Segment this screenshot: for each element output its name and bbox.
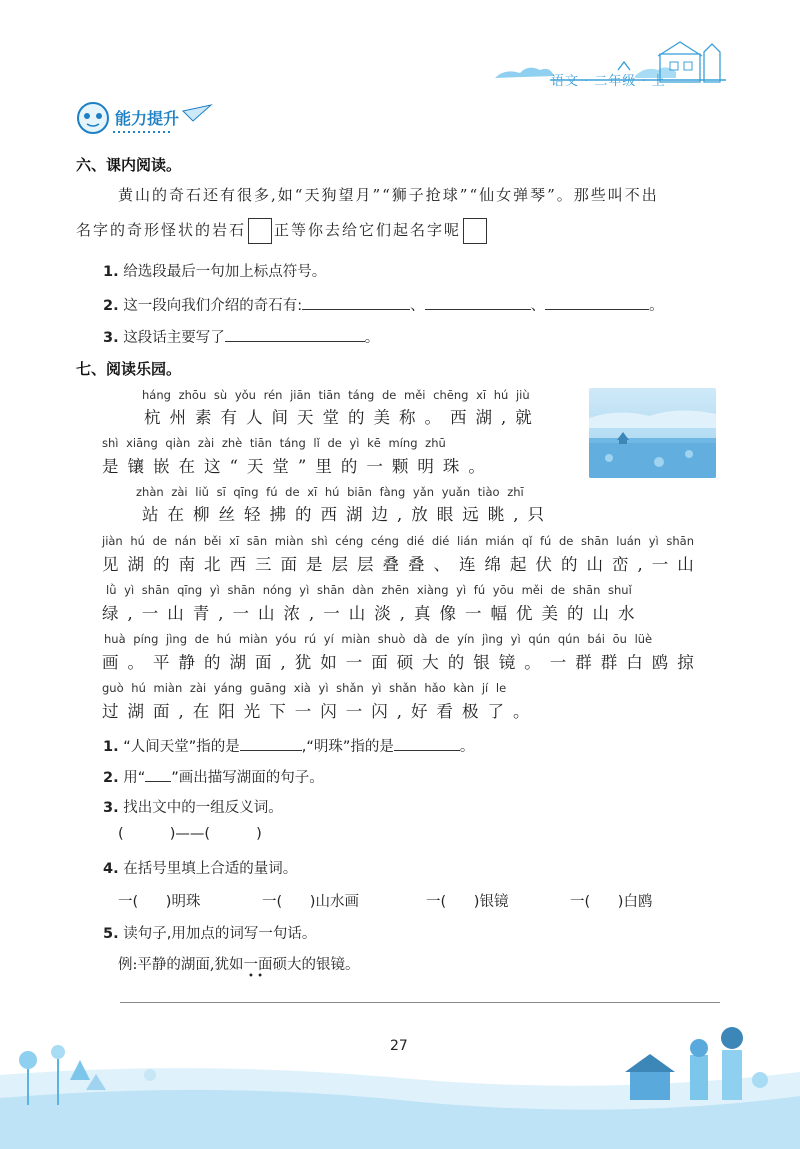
q-text: 用“	[123, 770, 146, 786]
answer-blank[interactable]	[545, 293, 649, 310]
separator: 、	[530, 298, 546, 314]
hanzi-line: 是镶嵌在这“天堂”里的一颗明珠。	[102, 457, 494, 476]
pinyin-line: shì xiāng qiàn zài zhè tiān táng lǐ de yì kē míng zhū	[102, 436, 446, 450]
section7-title: 七、阅读乐园。	[76, 360, 182, 378]
measure-word-item[interactable]: 一( )明珠	[118, 894, 201, 910]
pinyin-line: guò hú miàn zài yáng guāng xià yì shǎn yì shǎn hǎo kàn jí le	[102, 681, 507, 695]
q-number: 2.	[103, 298, 119, 314]
measure-word-item[interactable]: 一( )银镜	[426, 894, 509, 910]
q-end: 。	[649, 298, 664, 314]
q-text: 读句子,用加点的词写一句话。	[123, 926, 317, 942]
q-text: 给选段最后一句加上标点符号。	[123, 264, 327, 280]
separator: 、	[410, 298, 425, 314]
west-lake-photo	[589, 388, 716, 478]
q-text: ”画出描写湖面的句子。	[171, 770, 324, 786]
hanzi-line: 绿,一山青,一山浓,一山淡,真像一幅优美的山水	[102, 604, 644, 623]
q-end: 。	[459, 739, 475, 755]
answer-blank[interactable]	[394, 734, 460, 751]
section6-q1	[103, 260, 326, 281]
measure-word-item[interactable]: 一( )白鸥	[570, 894, 653, 910]
section6-title: 六、课内阅读。	[76, 156, 182, 174]
section6-paragraph-line1: 黄山的奇石还有很多,如“天狗望月”“狮子抢球”“仙女弹琴”。那些叫不出	[118, 186, 659, 204]
bird-icon	[618, 62, 630, 70]
section7-q2	[103, 765, 324, 787]
q-text: “人间天堂”指的是	[123, 739, 240, 755]
section7-q3	[103, 796, 283, 817]
pinyin-line: jiàn hú de nán běi xī sān miàn shì céng céng dié dié lián mián qǐ fú de shān luán yì shān	[102, 534, 695, 548]
badge-label: 能力提升	[115, 109, 180, 128]
hanzi-line: 杭州素有人间天堂的美称。西湖,就	[144, 408, 541, 427]
q-text: 在括号里填上合适的量词。	[123, 861, 298, 877]
measure-word-item[interactable]: 一( )山水画	[262, 894, 359, 910]
hanzi-line: 站在柳丝轻拂的西湖边,放眼远眺,只	[142, 505, 553, 524]
answer-line[interactable]	[120, 1002, 720, 1003]
header-subject: 语文 · 二年级 · 上	[551, 74, 666, 89]
section7-q5	[103, 922, 316, 943]
q-number: 2.	[103, 770, 119, 786]
answer-blank[interactable]	[425, 293, 531, 310]
hanzi-line: 见湖的南北西三面是层层叠叠、连绵起伏的山峦,一山	[102, 555, 703, 574]
emphasis-dots: • •	[248, 971, 263, 982]
para-line2-text-a: 名字的奇形怪状的岩石	[76, 221, 247, 239]
punctuation-box[interactable]	[248, 218, 272, 244]
q-end: 。	[364, 330, 380, 346]
section7-q4	[103, 857, 297, 878]
q-text: 找出文中的一组反义词。	[123, 800, 283, 816]
q-number: 1.	[103, 739, 119, 755]
punctuation-box[interactable]	[463, 218, 487, 244]
underline-sample	[145, 765, 171, 782]
q-text: 这一段向我们介绍的奇石有:	[123, 298, 303, 314]
cloud-icon	[495, 68, 554, 78]
answer-blank[interactable]	[240, 734, 302, 751]
section6-q2	[103, 293, 664, 315]
pinyin-line: huà píng jìng de hú miàn yóu rú yí miàn shuò dà de yín jìng yì qún qún bái ōu lüè	[104, 632, 653, 646]
q-number: 4.	[103, 861, 119, 877]
q-text: ,“明珠”指的是	[301, 739, 394, 755]
q-text: 这段话主要写了	[123, 330, 225, 346]
section6-q3	[103, 325, 379, 347]
antonym-answer[interactable]: ( )——( )	[118, 826, 262, 842]
example-sentence: 例:平静的湖面,犹如一面硕大的银镜。	[118, 957, 360, 973]
q-number: 1.	[103, 264, 119, 280]
pinyin-line: háng zhōu sù yǒu rén jiān tiān táng de měi chēng xī hú jiù	[142, 388, 530, 402]
page-number: 27	[390, 1038, 408, 1054]
pinyin-line: zhàn zài liǔ sī qīng fú de xī hú biān fàng yǎn yuǎn tiào zhī	[136, 485, 524, 499]
q-number: 3.	[103, 800, 119, 816]
hanzi-line: 画。平静的湖面,犹如一面硕大的银镜。一群群白鸥掠	[102, 653, 703, 672]
pinyin-line: lǜ yì shān qīng yì shān nóng yì shān dàn zhēn xiàng yì fú yōu měi de shān shuǐ	[106, 583, 632, 597]
section7-q1	[103, 734, 474, 756]
hanzi-line: 过湖面,在阳光下一闪一闪,好看极了。	[102, 702, 539, 721]
paper-plane-icon	[183, 105, 211, 121]
para-line2-text-b: 正等你去给它们起名字呢	[274, 221, 462, 239]
answer-blank[interactable]	[225, 325, 365, 342]
q-number: 3.	[103, 330, 119, 346]
section6-paragraph-line2	[76, 218, 489, 244]
q-number: 5.	[103, 926, 119, 942]
answer-blank[interactable]	[302, 293, 410, 310]
